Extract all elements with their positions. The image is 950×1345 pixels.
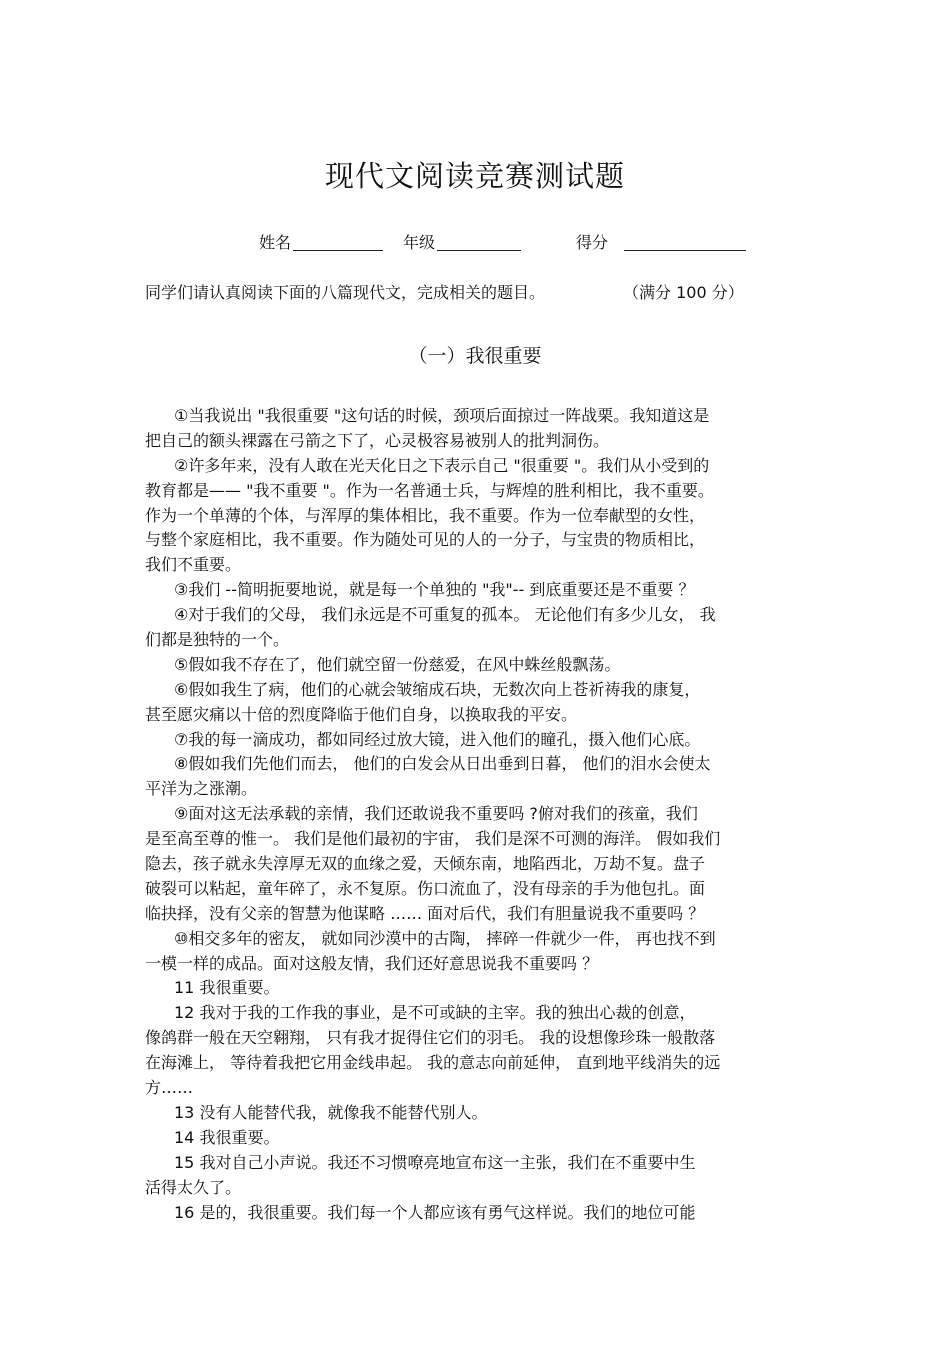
name-field — [259, 230, 383, 256]
grade-label: 年级 — [403, 233, 436, 252]
paragraph-line: 活得太久了。 — [145, 1177, 242, 1197]
paragraph-line: 平洋为之涨潮。 — [145, 779, 258, 799]
grade-field — [403, 230, 521, 256]
paragraph-line: 我们不重要。 — [145, 555, 242, 575]
paragraph-line: 方…… — [145, 1078, 194, 1098]
paragraph-line: ③我们 --简明扼要地说，就是每一个单独的 "我"-- 到底重要还是不重要 ？ — [174, 580, 695, 600]
paragraph-line: 16 是的，我很重要。我们每一个人都应该有勇气这样说。我们的地位可能 — [174, 1202, 696, 1222]
paragraph-line: ②许多年来，没有人敢在光天化日之下表示自己 "很重要 "。我们从小受到的 — [174, 455, 710, 475]
name-label: 姓名 — [259, 233, 292, 252]
name-blank[interactable] — [293, 230, 383, 251]
paragraph-line: ④对于我们的父母， 我们永远是不可重复的孤本。 无论他们有多少儿女， 我 — [174, 605, 716, 625]
grade-blank[interactable] — [437, 230, 521, 251]
paragraph-line: ⑩相交多年的密友， 就如同沙漠中的古陶， 摔碎一件就少一件， 再也找不到 — [174, 928, 716, 948]
paragraph-line: ⑧假如我们先他们而去， 他们的白发会从日出垂到日暮， 他们的泪水会使太 — [174, 754, 711, 774]
paragraph-line: 一模一样的成品。面对这般友情，我们还好意思说我不重要吗 ？ — [145, 953, 599, 973]
paragraph-line: 临抉择，没有父亲的智慧为他谋略 …… 面对后代，我们有胆量说我不重要吗 ？ — [145, 903, 705, 923]
student-info-row — [0, 230, 950, 256]
score-label: 得分 — [576, 233, 609, 252]
score-field — [576, 230, 746, 256]
score-note: （满分 100 分） — [623, 283, 744, 302]
paragraph-line: 教育都是—— "我不重要 "。作为一名普通士兵，与辉煌的胜利相比，我不重要。 — [145, 480, 714, 500]
section-title: （一）我很重要 — [408, 345, 542, 367]
paragraph-line: 像鸽群一般在天空翱翔， 只有我才捉得住它们的羽毛。 我的设想像珍珠一般散落 — [145, 1028, 716, 1048]
paragraph-line: 14 我很重要。 — [174, 1127, 280, 1147]
paragraph-line: 甚至愿灾痛以十倍的烈度降临于他们自身，以换取我的平安。 — [145, 704, 578, 724]
paragraph-line: ⑦我的每一滴成功，都如同经过放大镜，进入他们的瞳孔，摄入他们心底。 — [174, 729, 701, 749]
paragraph-line: 作为一个单薄的个体，与浑厚的集体相比，我不重要。作为一位奉献型的女性， — [145, 505, 706, 525]
paragraph-line: 11 我很重要。 — [174, 978, 280, 998]
paragraph-line: 与整个家庭相比，我不重要。作为随处可见的人的一分子，与宝贵的物质相比， — [145, 530, 706, 550]
paragraph-line: 12 我对于我的工作我的事业，是不可或缺的主宰。我的独出心裁的创意， — [174, 1003, 696, 1023]
paragraph-line: 把自己的额头裸露在弓箭之下了，心灵极容易被别人的批判洞伤。 — [145, 430, 610, 450]
paragraph-line: ⑨面对这无法承载的亲情，我们还敢说我不重要吗 ?俯对我们的孩童，我们 — [174, 804, 698, 824]
intro-line — [145, 280, 825, 306]
paragraph-line: 在海滩上， 等待着我把它用金线串起。 我的意志向前延伸， 直到地平线消失的远 — [145, 1053, 721, 1073]
paragraph-line: 破裂可以粘起，童年碎了，永不复原。伤口流血了，没有母亲的手为他包扎。面 — [145, 878, 706, 898]
paragraph-line: 隐去，孩子就永失淳厚无双的血缘之爱，天倾东南，地陷西北，万劫不复。盘子 — [145, 854, 706, 874]
paragraph-line: 们都是独特的一个。 — [145, 630, 290, 650]
article-body — [145, 404, 805, 1225]
page-title: 现代文阅读竞赛测试题 — [324, 159, 625, 193]
paragraph-line: 是至高至尊的惟一。 我们是他们最初的宇宙， 我们是深不可测的海洋。 假如我们 — [145, 829, 721, 849]
paragraph-line: 13 没有人能替代我，就像我不能替代别人。 — [174, 1102, 488, 1122]
intro-text: 同学们请认真阅读下面的八篇现代文，完成相关的题目。 — [145, 283, 546, 302]
paragraph-line: ⑥假如我生了病，他们的心就会皱缩成石块，无数次向上苍祈祷我的康复， — [174, 679, 701, 699]
score-blank[interactable] — [624, 230, 746, 251]
paragraph-line: ⑤假如我不存在了，他们就空留一份慈爱，在风中蛛丝般飘荡。 — [174, 654, 621, 674]
paragraph-line: 15 我对自己小声说。我还不习惯嘹亮地宣布这一主张，我们在不重要中生 — [174, 1152, 696, 1172]
paragraph-line: ①当我说出 "我很重要 "这句话的时候，颈项后面掠过一阵战栗。我知道这是 — [174, 406, 710, 425]
